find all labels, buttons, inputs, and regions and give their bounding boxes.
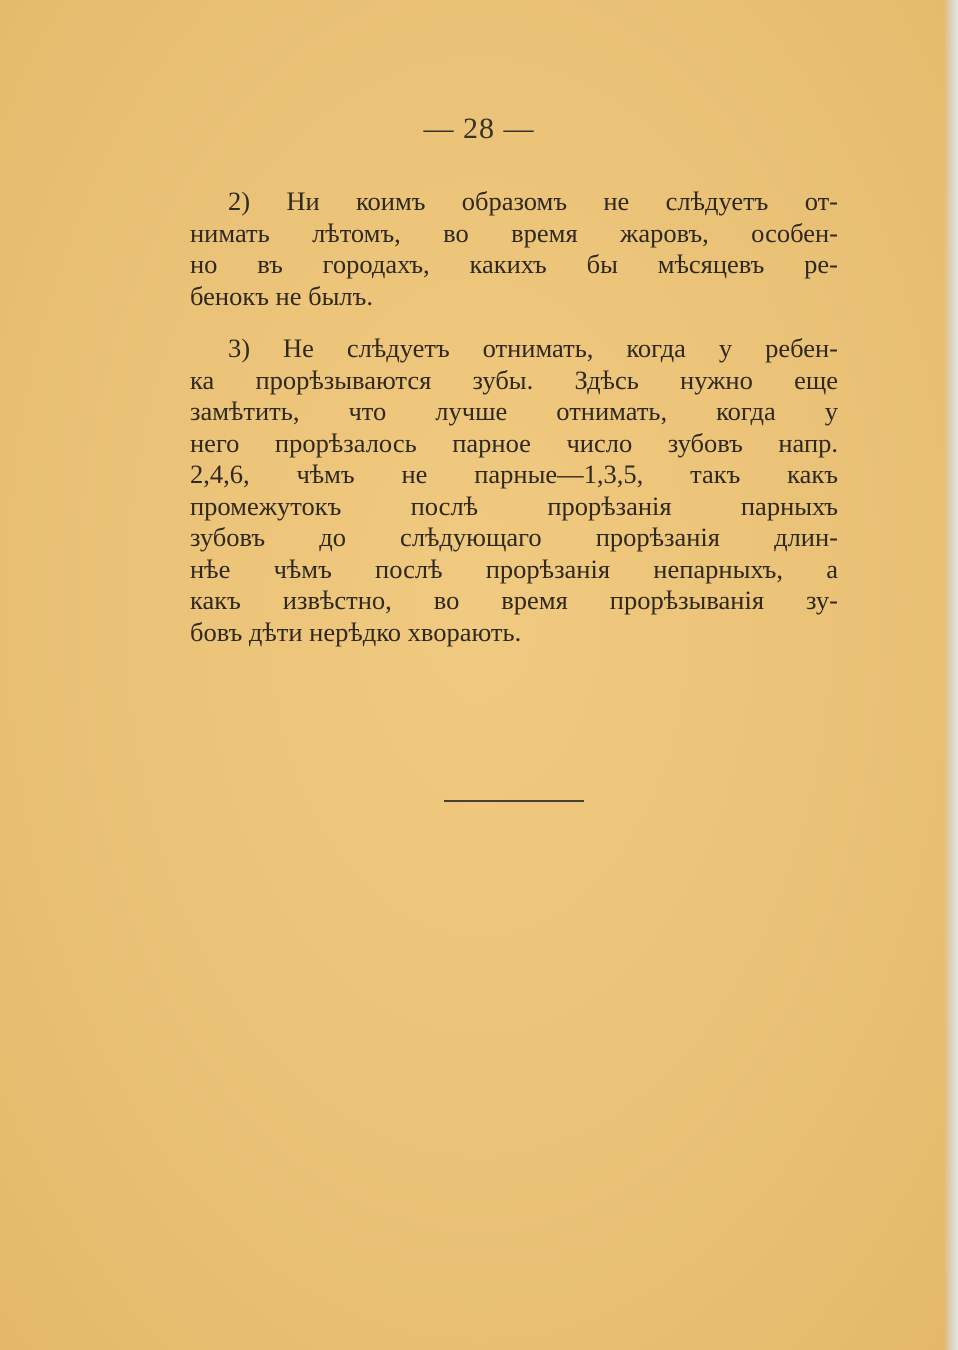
- text-line: 2,4,6, чѣмъ не парные—1,3,5, такъ какъ: [190, 459, 838, 489]
- text-line: 2) Ни коимъ образомъ не слѣдуетъ от-: [228, 186, 838, 216]
- text-line: но въ городахъ, какихъ бы мѣсяцевъ ре-: [190, 249, 838, 279]
- page-edge: [944, 0, 958, 1350]
- text-line: нѣе чѣмъ послѣ прорѣзанія непарныхъ, а: [190, 553, 838, 584]
- text-line: бовъ дѣти нерѣдко хворають.: [190, 616, 522, 647]
- text-line: какъ извѣстно, во время прорѣзыванія зу-: [190, 585, 838, 615]
- text-line: зубовъ до слѣдующаго прорѣзанія длин-: [190, 522, 838, 552]
- text-line: 3) Не слѣдуетъ отнимать, когда у ребен-: [228, 333, 838, 363]
- page-number: — 28 —: [423, 112, 535, 145]
- text-line: нимать лѣтомъ, во время жаровъ, особен-: [190, 217, 838, 248]
- paragraph-2: [190, 186, 838, 312]
- body-text: [190, 186, 838, 648]
- text-line: замѣтить, что лучше отнимать, когда у: [190, 396, 838, 426]
- end-rule: [444, 800, 584, 802]
- paragraph-gap: [190, 312, 838, 333]
- paragraph-3: [190, 333, 838, 648]
- text-line: бенокъ не былъ.: [190, 280, 373, 311]
- text-line: ка прорѣзываются зубы. Здѣсь нужно еще: [190, 364, 838, 395]
- text-line: него прорѣзалось парное число зубовъ напр.: [190, 427, 838, 458]
- text-line: промежутокъ послѣ прорѣзанія парныхъ: [190, 490, 838, 521]
